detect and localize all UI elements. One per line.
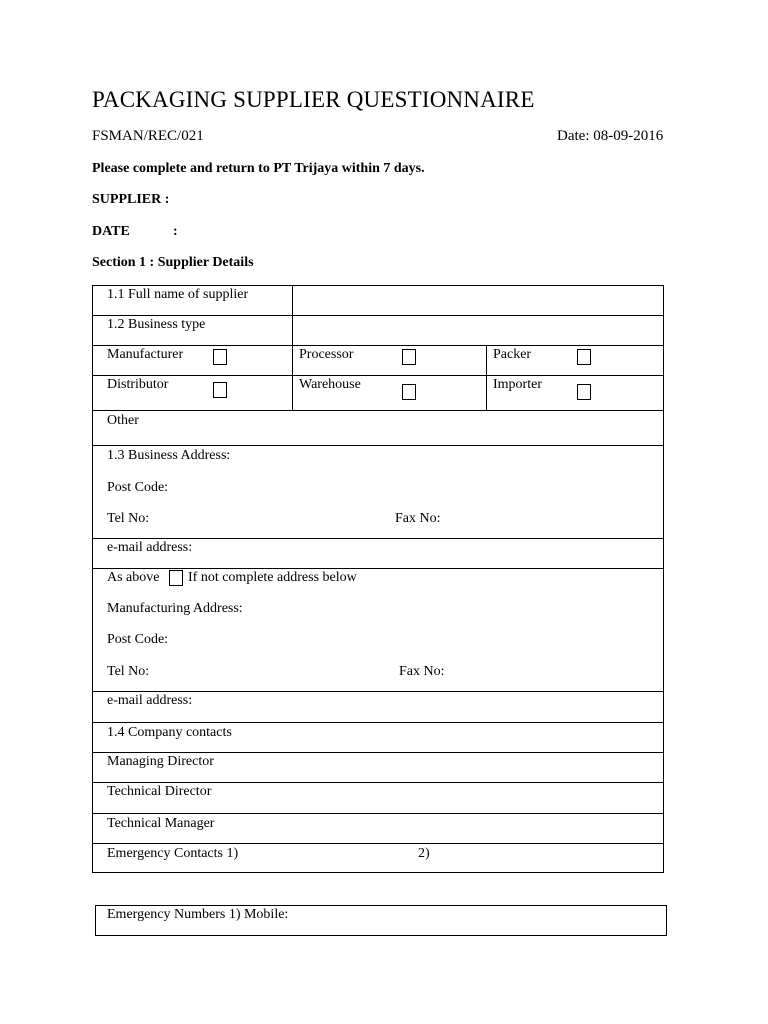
manufacturing-address-label: Manufacturing Address: bbox=[107, 601, 243, 616]
technical-director-label: Technical Director bbox=[107, 784, 212, 799]
emergency-contacts-2-label: 2) bbox=[418, 846, 430, 861]
document-title: PACKAGING SUPPLIER QUESTIONNAIRE bbox=[92, 87, 535, 112]
business-type-label: 1.2 Business type bbox=[107, 317, 206, 332]
business-address-label: 1.3 Business Address: bbox=[107, 448, 231, 463]
email-2-label: e-mail address: bbox=[107, 693, 193, 708]
post-code-2-label: Post Code: bbox=[107, 632, 169, 647]
manufacturer-label: Manufacturer bbox=[107, 347, 184, 362]
document-date: Date: 08-09-2016 bbox=[557, 128, 664, 144]
other-label: Other bbox=[107, 413, 139, 428]
document-code: FSMAN/REC/021 bbox=[92, 128, 204, 144]
warehouse-label: Warehouse bbox=[299, 377, 361, 392]
fax-2-label: Fax No: bbox=[399, 664, 445, 679]
tel-2-label: Tel No: bbox=[107, 664, 150, 679]
processor-checkbox[interactable] bbox=[402, 349, 416, 365]
managing-director-label: Managing Director bbox=[107, 754, 214, 769]
distributor-label: Distributor bbox=[107, 377, 169, 392]
packer-label: Packer bbox=[493, 347, 532, 362]
section-title: Section 1 : Supplier Details bbox=[92, 255, 254, 270]
as-above-label: As above bbox=[107, 570, 160, 585]
packer-checkbox[interactable] bbox=[577, 349, 591, 365]
warehouse-checkbox[interactable] bbox=[402, 384, 416, 400]
technical-manager-label: Technical Manager bbox=[107, 816, 215, 831]
as-above-checkbox[interactable] bbox=[169, 570, 183, 586]
instruction-text: Please complete and return to PT Trijaya within 7 days. bbox=[92, 161, 425, 176]
processor-label: Processor bbox=[299, 347, 354, 362]
emergency-contacts-label: Emergency Contacts 1) bbox=[107, 846, 239, 861]
full-name-field[interactable] bbox=[294, 287, 662, 314]
date-colon: : bbox=[173, 224, 178, 239]
manufacturer-checkbox[interactable] bbox=[213, 349, 227, 365]
importer-label: Importer bbox=[493, 377, 542, 392]
post-code-label: Post Code: bbox=[107, 480, 169, 495]
full-name-label: 1.1 Full name of supplier bbox=[107, 287, 249, 302]
distributor-checkbox[interactable] bbox=[213, 382, 227, 398]
date-label: DATE bbox=[92, 224, 130, 239]
business-type-field[interactable] bbox=[294, 317, 662, 344]
company-contacts-label: 1.4 Company contacts bbox=[107, 725, 232, 740]
if-not-complete-label: If not complete address below bbox=[188, 570, 357, 585]
emergency-numbers-label: Emergency Numbers 1) Mobile: bbox=[107, 907, 289, 922]
tel-label: Tel No: bbox=[107, 511, 150, 526]
supplier-label: SUPPLIER : bbox=[92, 192, 170, 207]
email-label: e-mail address: bbox=[107, 540, 193, 555]
importer-checkbox[interactable] bbox=[577, 384, 591, 400]
fax-label: Fax No: bbox=[395, 511, 441, 526]
